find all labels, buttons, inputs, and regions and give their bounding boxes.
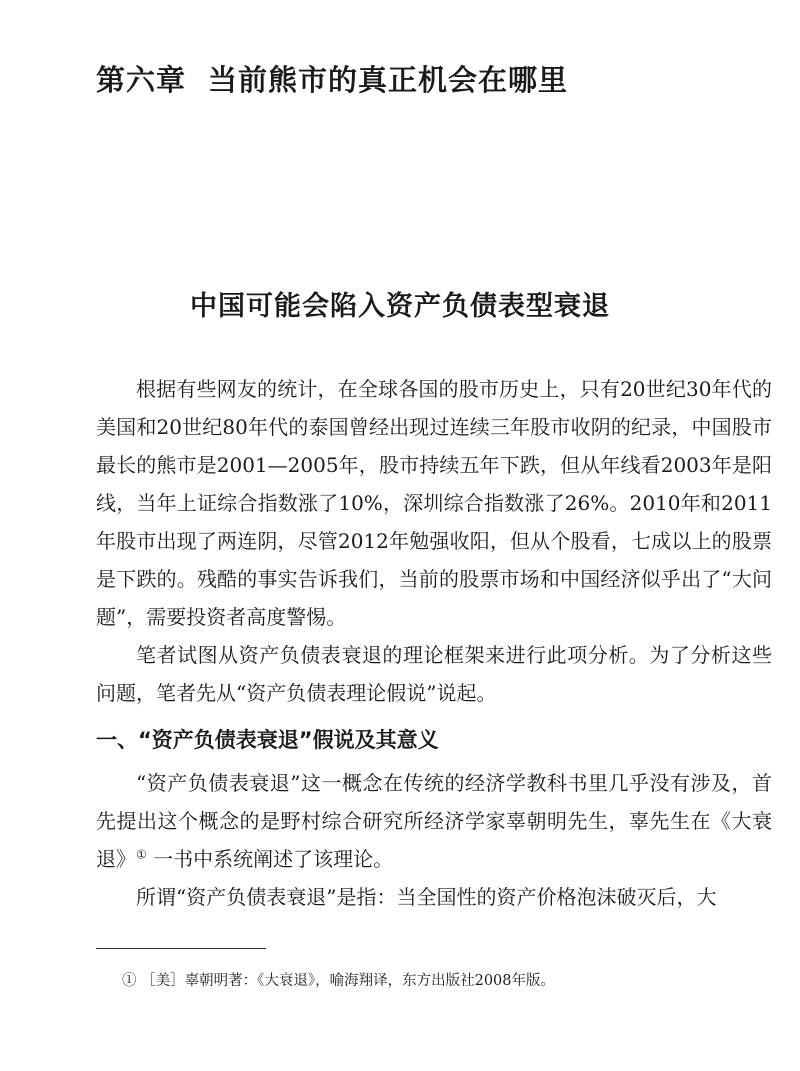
footnote-text: ［美］辜朝明著：《大衰退》，喻海翔译，东方出版社2008年版。 [141, 973, 556, 989]
footnote-divider [96, 948, 266, 949]
paragraph-3-text-b: 一书中系统阐述了该理论。 [146, 847, 394, 871]
chapter-title [96, 58, 568, 99]
body-text [96, 370, 772, 916]
subsection-title: 一、“资产负债表衰退”假说及其意义 [96, 728, 439, 752]
chapter-number: 第六章 [96, 63, 187, 97]
paragraph-2: 笔者试图从资产负债表衰退的理论框架来进行此项分析。为了分析这些问题，笔者先从“资产负债表理论假说”说起。 [96, 643, 772, 705]
paragraph-1: 根据有些网友的统计，在全球各国的股市历史上，只有20世纪30年代的美国和20世纪80年代的泰国曾经出现过连续三年股市收阴的纪录，中国股市最长的熊市是2001—2005年，股市持续五年下跌，但从年线看2003年是阳线，当年上证综合指数涨了10%，深圳综合指数涨了26%。2010年和2011年股市出现了两连阴，尽管2012年勉强收阳，但从个股看，七成以上的股票是下跌的。残酷的事实告诉我们，当前的股票市场和中国经济似乎出了“大问题”，需要投资者高度警惕。 [96, 377, 772, 629]
footnote-marker: ① [122, 973, 137, 989]
footnote-reference[interactable]: ① [136, 847, 147, 862]
paragraph-3-text-a: “资产负债表衰退”这一概念在传统的经济学教科书里几乎没有涉及，首先提出这个概念的是野村综合研究所经济学家辜朝明先生，辜先生在《大衰退》 [96, 771, 772, 871]
chapter-name: 当前熊市的真正机会在哪里 [208, 63, 569, 97]
paragraph-3 [96, 764, 772, 878]
section-title: 中国可能会陷入资产负债表型衰退 [190, 291, 610, 322]
paragraph-4: 所谓“资产负债表衰退”是指：当全国性的资产价格泡沫破灭后，大 [136, 885, 717, 909]
footnote [122, 970, 555, 992]
